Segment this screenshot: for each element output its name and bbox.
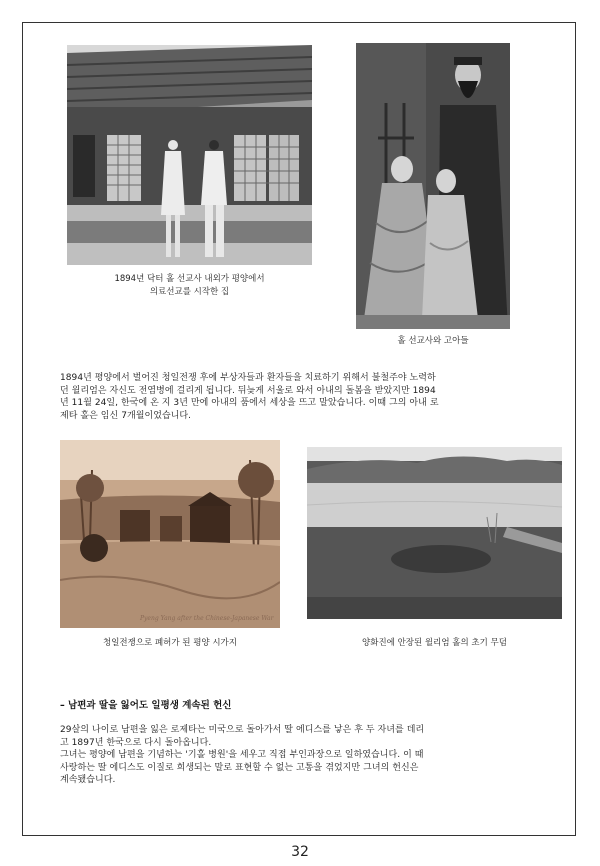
paragraph-2-line: 그녀는 평양에 남편을 기념하는 '기홀 병원'을 세우고 직접 부인과장으로 일하였습니다. 이 때 (60, 750, 424, 760)
paragraph-1 (60, 372, 550, 422)
paragraph-1-line: 제타 홀은 임신 7개월이었습니다. (60, 410, 192, 421)
paragraph-1-line: 1894년 평양에서 벌어진 청일전쟁 후에 부상자들과 환자들을 치료하기 위해서 불철주야 노력하 (60, 373, 436, 383)
paragraph-2-line: 사랑하는 딸 에디스도 이질로 희생되는 말로 표현할 수 없는 고통을 겪었지만 그녀의 헌신은 (60, 762, 419, 773)
house-photo (67, 45, 312, 265)
missionary-photo (356, 43, 510, 329)
missionary-photo-caption: 홀 선교사와 고아들 (397, 336, 469, 346)
paragraph-1-line: 년 11월 24일, 한국에 온 지 3년 만에 아내의 품에서 세상을 뜨고 말았습니다. 이때 그의 아내 로 (60, 398, 439, 408)
ruins-photo-caption: 청일전쟁으로 폐허가 된 평양 시가지 (103, 638, 237, 648)
paragraph-2-line: 고 1897년 한국으로 다시 돌아옵니다. (60, 737, 212, 748)
paragraph-2-line: 계속됐습니다. (60, 775, 116, 785)
house-caption-line-2: 의료선교를 시작한 집 (149, 287, 230, 297)
ruins-photo (60, 440, 280, 628)
section-heading: – 남편과 딸을 잃어도 일평생 계속된 헌신 (60, 700, 232, 711)
grave-photo-caption: 양화진에 안장된 윌리엄 홀의 초기 무덤 (362, 638, 507, 648)
paragraph-2-line: 29살의 나이로 남편을 잃은 로제타는 미국으로 돌아가서 딸 에디스를 낳은 후 두 자녀를 데리 (60, 725, 425, 735)
grave-photo (307, 447, 562, 619)
house-photo-caption (67, 273, 312, 299)
page-number: 32 (291, 844, 309, 860)
ruins-handwriting: Pyeng Yang after the Chinese-Japanese War (140, 615, 274, 622)
paragraph-2 (60, 724, 550, 787)
house-caption-line-1: 1894년 닥터 홀 선교사 내외가 평양에서 (114, 274, 265, 284)
paragraph-1-line: 던 윌리엄은 자신도 전염병에 걸리게 됩니다. 뒤늦게 서울로 와서 아내의 돌봄을 받았지만 1894 (60, 385, 436, 396)
